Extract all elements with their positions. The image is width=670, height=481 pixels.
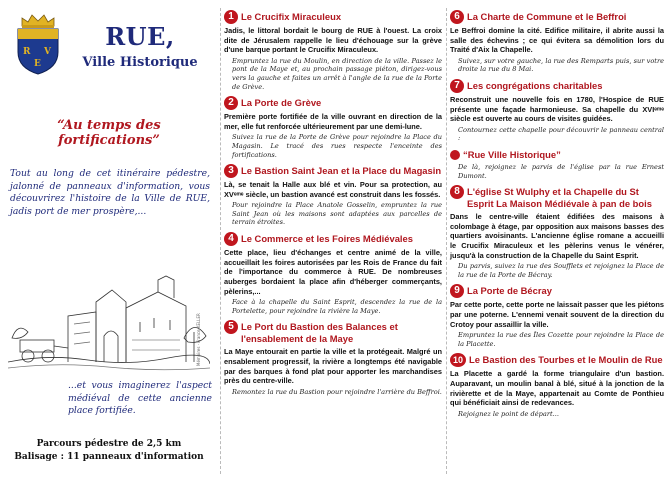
stop-3: [224, 164, 442, 227]
stop-direction: Du parvis, suivez la rue des Soufflets et rejoignez la Place de la rue de la Porte de Bécray.: [458, 262, 664, 279]
route-info: [6, 438, 212, 463]
stop-title: La Porte de Grève: [241, 97, 322, 109]
stop-direction: Pour rejoindre la Place Anatole Gosselin, empruntez la rue Saint Jean où les maisons sont adaptées aux parcelles de terrain étroites.: [232, 201, 442, 227]
crest-letter: E: [34, 59, 41, 69]
column-divider: [446, 8, 447, 474]
central-panel: [450, 148, 664, 180]
stop-direction: Empruntez la rue des Îles Cozette pour rejoindre la Place de la Placette.: [458, 331, 664, 348]
panel-bullet-icon: [450, 150, 460, 160]
right-column: [450, 10, 664, 423]
middle-column: [224, 10, 442, 401]
stop-title: “Rue Ville Historique”: [463, 149, 561, 160]
illustration-caption: Mémoires · France KELLER: [196, 313, 201, 366]
stop-4: [224, 232, 442, 315]
stop-number: 4: [224, 232, 238, 246]
route-signage: Balisage : 11 panneaux d'information: [14, 451, 204, 462]
stop-2: [224, 96, 442, 159]
stop-direction: Face à la chapelle du Saint Esprit, descendez la rue de la Portelette, pour rejoindre la rivière la Maye.: [232, 298, 442, 315]
stop-text: Jadis, le littoral bordait le bourg de RUE à l'ouest. La croix dite de Jérusalem rappelle le lieu d'échouage sur la grève d'une barque portant le Crucifix Miraculeux.: [224, 26, 442, 55]
stop-direction: Rejoignez le point de départ...: [458, 409, 559, 418]
stop-text: Dans le centre-ville étaient édifiées des maisons à colombage à étage, par opposition aux maisons basses des quartiers avoisinants. L'ancienne église romane a accueilli le Crucifix Miraculeux et les pèlerins venus le vénérer, jusqu'à la construction de la Chapelle du Saint Esprit.: [450, 212, 664, 260]
stop-text: Là, se tenait la Halle aux blé et vin. Pour sa protection, au XVᵉᵐᵉ siècle, un bastion avancé est construit dans les fossés.: [224, 180, 442, 199]
stop-number: 5: [224, 320, 238, 334]
stop-text: La Placette a gardé la forme triangulaire d'un bastion. Auparavant, un moulin banal à blé, situé à la jonction de la rivièrette et de la Maye, appartenait au Comte de Ponthieu qui bénéficiait ainsi de redevances.: [450, 369, 664, 408]
stop-title: Le Bastion Saint Jean et la Place du Magasin: [241, 165, 442, 177]
stop-1: [224, 10, 442, 91]
stop-10: [450, 353, 664, 418]
stop-title: La Porte de Bécray: [467, 285, 552, 297]
stop-text: La Maye entourait en partie la ville et la protégeait. Malgré un ensablement progressif, la rivière a longtemps été navigable par des barques à fond plat pour apporter les marchandises près du centre-ville.: [224, 347, 442, 386]
left-column: [0, 0, 218, 481]
page-title: [70, 22, 210, 70]
stop-number: 3: [224, 164, 238, 178]
coat-of-arms-icon: [14, 12, 62, 76]
stop-number: 1: [224, 10, 238, 24]
stop-title: Le Commerce et les Foires Médiévales: [241, 233, 413, 244]
outro-text: ...et vous imaginerez l'aspect médiéval de cette ancienne place fortifiée.: [68, 380, 212, 417]
stop-text: Le Beffroi domine la cité. Edifice militaire, il abrite aussi la salle des échevins ; ce qui évitera sa démolition lors du Traité d'Aix la Chapelle.: [450, 26, 664, 55]
stop-number: 9: [450, 284, 464, 298]
stop-7: [450, 79, 664, 143]
stop-number: 7: [450, 79, 464, 93]
intro-text: Tout au long de cet itinéraire pédestre, jalonné de panneaux d'information, vous découvrirez l'histoire de la Ville de RUE, jadis port de mer prospère,...: [10, 168, 210, 218]
stop-text: Première porte fortifiée de la ville ouvrant en direction de la mer, elle fut renforcée ultérieurement par une demi-lune.: [224, 112, 442, 131]
column-divider: [220, 8, 221, 474]
stop-title: L'église St Wulphy et la Chapelle du St Esprit La Maison Médiévale à pan de bois: [467, 186, 652, 210]
stop-text: Par cette porte, cette porte ne laissait passer que les piétons par une poterne. L'ennemi venait souvent de la direction du Crotoy pour assaillir la ville.: [450, 300, 664, 329]
motto: “Au temps des fortifications”: [57, 118, 161, 148]
stop-number: 10: [450, 353, 466, 367]
stop-title: Le Crucifix Miraculeux: [241, 11, 342, 22]
town-subtitle: Ville Historique: [82, 55, 198, 70]
stop-direction: Remontez la rue du Bastion pour rejoindre l'arrière du Beffroi.: [232, 387, 442, 396]
stop-title: Les congrégations charitables: [467, 80, 603, 91]
stop-9: [450, 284, 664, 348]
route-length: Parcours pédestre de 2,5 km: [36, 439, 182, 449]
crest-letter: V: [44, 47, 51, 57]
stop-8: [450, 185, 664, 279]
stop-text: Cette place, lieu d'échanges et centre animé de la ville, accueillait les foires autorisées par les Rois de France du fait de l'importance du commerce à RUE. De nombreuses auberges bordaient la place afin d'héberger commerçants, pèlerins,...: [224, 248, 442, 296]
stop-title: Le Bastion des Tourbes et le Moulin de Rue: [469, 354, 663, 366]
stop-number: 6: [450, 10, 464, 24]
stop-direction: Suivez, sur votre gauche, la rue des Remparts puis, sur votre droite la rue du 8 Mai.: [458, 56, 664, 74]
stop-direction: Suivez la rue de la Porte de Grève pour rejoindre la Place du Magasin. Le tracé des rues respecte l'enceinte des fortifications.: [232, 133, 442, 159]
stop-direction: De là, rejoignez le parvis de l'église par la rue Ernest Dumont.: [458, 163, 664, 180]
stop-direction: Empruntez la rue du Moulin, en direction de la ville. Passez le pont de la Maye et, au prochain passage piéton, dirigez-vous vers la gauche et faites un arrêt à l'angle de la rue de la Porte de Grève.: [232, 56, 442, 91]
fortified-gate-illustration: [8, 262, 210, 374]
stop-title: Le Port du Bastion des Balances et l'ensablement de la Maye: [241, 321, 398, 345]
town-name: RUE,: [105, 22, 175, 51]
stop-5: [224, 320, 442, 396]
stop-title: La Charte de Commune et le Beffroi: [467, 11, 627, 22]
crest-letter: R: [23, 47, 31, 57]
stop-number: 2: [224, 96, 238, 110]
stop-6: [450, 10, 664, 74]
stop-direction: Contournez cette chapelle pour découvrir le panneau central :: [458, 125, 664, 143]
stop-text: Reconstruit une nouvelle fois en 1780, l'Hospice de RUE présente une façade harmonieuse. Sa chapelle du XVIᵉᵐᵉ siècle est ouverte au cours de visites guidées.: [450, 95, 664, 124]
stop-number: 8: [450, 185, 464, 199]
